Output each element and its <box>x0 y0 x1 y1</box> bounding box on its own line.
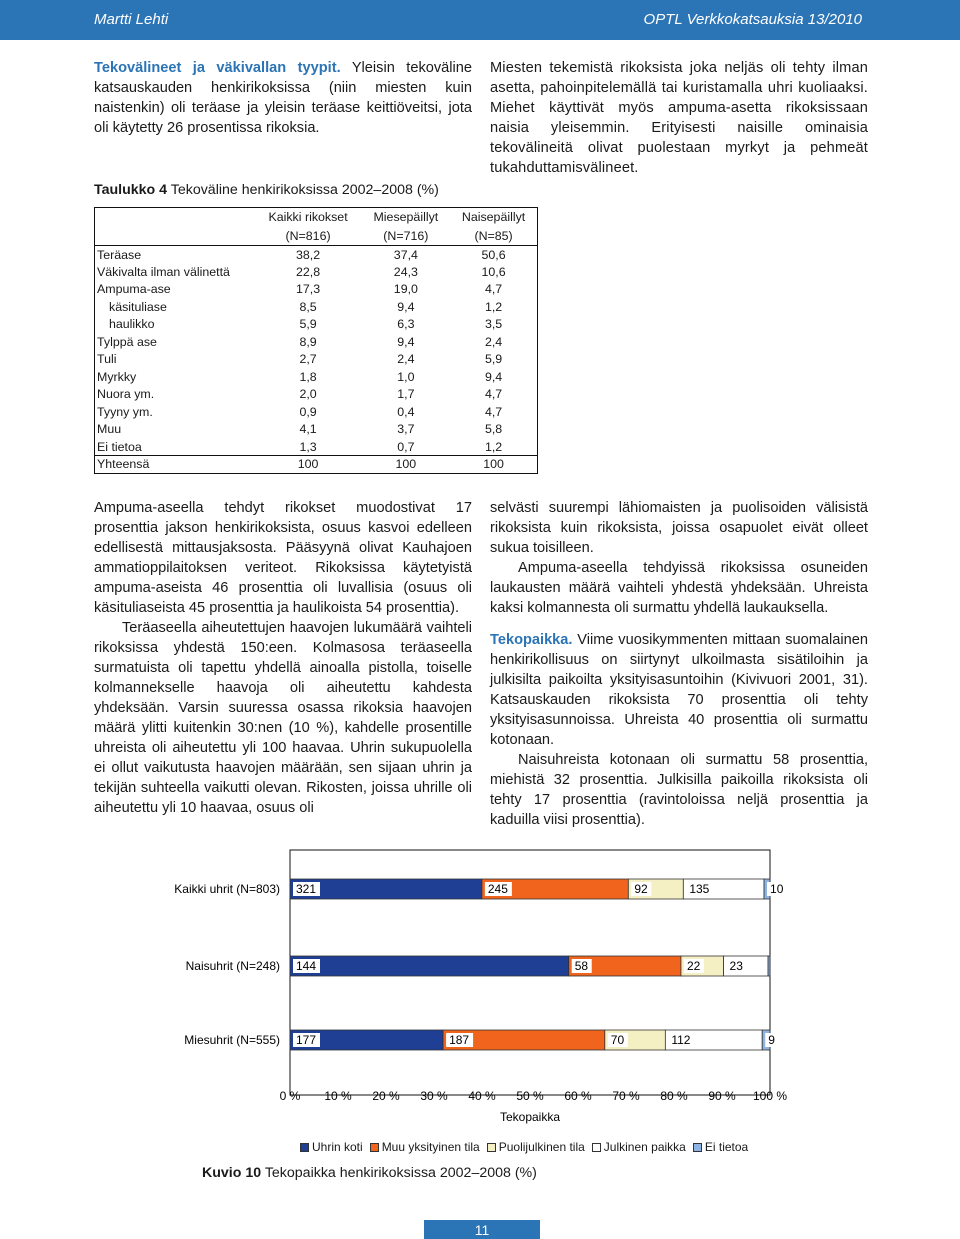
row-value: 9,4 <box>397 334 415 349</box>
row-value: 1,2 <box>484 299 503 314</box>
weapon-table <box>94 207 538 474</box>
row-value: 100 <box>395 457 417 472</box>
row-value: 8,5 <box>299 299 317 314</box>
row-label: Tyyny ym. <box>97 404 153 419</box>
legend-swatch <box>370 1143 379 1152</box>
figure-caption <box>202 1165 537 1181</box>
row-value: 2,7 <box>299 352 317 367</box>
row-value: 17,3 <box>295 282 321 297</box>
chart-data-label: 321 <box>296 882 317 896</box>
chart-data-label: 58 <box>574 959 589 973</box>
row-value: 37,4 <box>393 247 418 262</box>
chart-x-tick-label: 100 % <box>752 1089 788 1103</box>
legend-item <box>300 1140 363 1154</box>
chart-data-label: 9 <box>768 1033 775 1047</box>
table-header-men: Miesepäillyt <box>373 210 439 225</box>
chart-legend <box>300 1140 751 1154</box>
row-value: 2,0 <box>299 387 317 402</box>
row-value: 38,2 <box>295 247 321 262</box>
chart-category-label: Kaikki uhrit (N=803) <box>174 882 280 896</box>
legend-swatch <box>487 1143 496 1152</box>
legend-item <box>487 1140 585 1154</box>
legend-label: Puolijulkinen tila <box>498 1140 585 1154</box>
row-value: 0,4 <box>397 404 415 419</box>
legend-label: Muu yksityinen tila <box>381 1140 480 1154</box>
chart-x-tick-label: 20 % <box>372 1089 400 1103</box>
table-row <box>95 298 538 316</box>
legend-item <box>693 1140 748 1154</box>
chart-data-label: 187 <box>449 1033 470 1047</box>
figure-caption-text: Tekopaikka henkirikoksissa 2002–2008 (%) <box>261 1165 537 1181</box>
chart-data-label: 70 <box>610 1033 625 1047</box>
row-value: 9,4 <box>397 299 415 314</box>
row-value: 5,9 <box>299 317 317 332</box>
author-name: Martti Lehti <box>94 11 169 28</box>
row-value: 5,9 <box>484 352 503 367</box>
chart-data-label: 92 <box>634 882 648 896</box>
intro-text: Yleisin tekoväline katsauskauden henkirikoksissa (niin miesten kuin naistenkin) oli teräase ja yleisin teräase keittiöveitsi, jota oli käytetty 26 prosentissa rikoksia. <box>94 60 472 136</box>
chart-category-label: Naisuhrit (N=248) <box>185 959 280 973</box>
right-body <box>490 498 868 830</box>
chart-x-tick-label: 40 % <box>468 1089 496 1103</box>
row-label: Nuora ym. <box>97 387 155 402</box>
table-row <box>95 421 538 439</box>
row-value: 1,8 <box>299 369 317 384</box>
row-value: 10,6 <box>481 264 506 279</box>
row-label: haulikko <box>109 317 155 332</box>
right-top-paragraph <box>490 58 868 178</box>
row-value: 24,3 <box>393 264 418 279</box>
chart-x-tick-label: 90 % <box>708 1089 736 1103</box>
row-value: 9,4 <box>484 369 503 384</box>
row-value: 5,8 <box>484 422 503 437</box>
row-value: 100 <box>297 457 319 472</box>
left-body <box>94 498 472 818</box>
table-row <box>95 263 538 281</box>
table-row <box>95 438 538 456</box>
table-row <box>95 456 538 474</box>
chart-bar-segment <box>290 956 569 976</box>
chart-x-tick-label: 70 % <box>612 1089 640 1103</box>
table-header-all-n: (N=816) <box>255 227 362 246</box>
row-label: käsituliase <box>109 299 167 314</box>
table-caption-label: Taulukko 4 <box>94 182 168 198</box>
table-row <box>95 368 538 386</box>
page-number: 11 <box>424 1220 540 1239</box>
row-label: Muu <box>97 422 122 437</box>
row-value: 4,1 <box>299 422 317 437</box>
chart-x-tick-label: 60 % <box>564 1089 592 1103</box>
intro-lead: Tekovälineet ja väkivallan tyypit. <box>94 60 341 76</box>
row-value: 1,2 <box>450 438 537 456</box>
left-body-p1: Ampuma-aseella tehdyt rikokset muodostivat 17 prosenttia jakson henkirikoksista, osuus kasvoi edelleen edellisestä mittausjaksosta. Pääsyynä olivat Kauhajoen ammatioppilaitoksen veriteot. Rikoksissa käytetyistä ampuma-aseista 46 prosenttia oli luvallisia (osuus oli käsituliaseista 45 prosenttia ja haulikoista 54 prosenttia). <box>94 500 472 616</box>
chart-bar-segment <box>768 956 770 976</box>
row-label: Ei tietoa <box>95 438 255 456</box>
table-row <box>95 246 538 264</box>
chart-data-label: 10 <box>770 882 784 896</box>
table-header-blank <box>95 208 255 227</box>
row-value: 8,9 <box>299 334 317 349</box>
chart-data-label: 23 <box>729 959 743 973</box>
row-value: 1,3 <box>255 438 362 456</box>
chart-data-label: 135 <box>689 882 710 896</box>
table-header-women-n: (N=85) <box>450 227 537 246</box>
row-value: 6,3 <box>397 317 415 332</box>
row-label: Ampuma-ase <box>97 282 171 297</box>
table-row <box>95 351 538 369</box>
row-value: 22,8 <box>295 264 321 279</box>
table-header-men-n: (N=716) <box>362 227 451 246</box>
publication-name: OPTL Verkkokatsauksia 13/2010 <box>643 11 862 28</box>
row-value: 3,5 <box>484 317 503 332</box>
legend-label: Ei tietoa <box>704 1140 749 1154</box>
legend-item <box>592 1140 686 1154</box>
right-body-p3: Viime vuosikymmenten mittaan suomalainen henkirikollisuus on siirtynyt ulkoilmasta sisätiloihin ja julkisilta paikoilta yksityisasuntoihin (Kivivuori 2001, 31). Katsauskauden rikoksista 70 prosenttia oli tehty yksityisasunnoissa. Uhreista 40 prosenttia oli surmattu kotonaan. <box>490 632 868 748</box>
table-row <box>95 333 538 351</box>
intro-paragraph <box>94 58 472 138</box>
row-value: 2,4 <box>397 352 415 367</box>
row-value: 4,7 <box>484 387 503 402</box>
row-label: Väkivalta ilman välinettä <box>97 264 230 279</box>
chart-data-label: 177 <box>296 1033 317 1047</box>
legend-swatch <box>693 1143 702 1152</box>
table-header-all: Kaikki rikokset <box>268 210 348 225</box>
chart-x-tick-label: 30 % <box>420 1089 448 1103</box>
table-caption-text: Tekoväline henkirikoksissa 2002–2008 (%) <box>167 182 439 198</box>
chart-xlabel: Tekopaikka <box>499 1110 561 1124</box>
table-row <box>95 281 538 299</box>
right-body-p3-lead: Tekopaikka. <box>490 632 573 648</box>
legend-label: Julkinen paikka <box>603 1140 686 1154</box>
row-value: 3,7 <box>397 422 415 437</box>
row-label: Myrkky <box>97 369 137 384</box>
chart-category-label: Miesuhrit (N=555) <box>184 1033 280 1047</box>
row-label: Yhteensä <box>97 457 150 472</box>
figure-caption-label: Kuvio 10 <box>202 1165 262 1181</box>
chart-data-label: 112 <box>671 1033 691 1047</box>
row-label: Tuli <box>97 352 117 367</box>
chart-x-tick-label: 80 % <box>660 1089 688 1103</box>
right-top-text: Miesten tekemistä rikoksista joka neljäs oli tehty ilman asetta, pahoinpitelemällä tai kuristamalla uhri kuoliaaksi. Miehet käyttivät myös ampuma-asetta rikoksissaan naisia yleisemmin. Erityisesti naisille ominaisia tekovälineitä olivat puolestaan myrkyt ja pehmeät tukahduttamisvälineet. <box>490 60 868 176</box>
row-value: 4,7 <box>484 404 503 419</box>
place-chart <box>0 840 960 1170</box>
table-row <box>95 316 538 334</box>
row-value: 0,7 <box>362 438 451 456</box>
legend-label: Uhrin koti <box>312 1140 363 1154</box>
chart-data-label: 144 <box>296 959 317 973</box>
table-row <box>95 386 538 404</box>
legend-swatch <box>592 1143 601 1152</box>
row-value: 50,6 <box>481 247 506 262</box>
left-body-p2: Teräaseella aiheutettujen haavojen lukumäärä vaihteli rikoksissa yhdestä 150:een. Kolmasosa teräaseella surmatuista oli tapettu yhdellä ainoalla pistolla, toiselle kolmannekselle haavoja oli aiheutettu kahdesta yhdeksään. Varsin suuressa osassa rikoksia haavojen määrä ylitti kuitenkin 30:nen (10 %), kahdelle prosentille uhreista oli aiheutettu yli 100 haavaa. Uhrin sukupuolella ei ollut vaikutusta haavojen määrään, sen sijaan uhrin ja tekijän suhteella vaikutti olevan. Rikosten, joissa uhrille oli aiheutettu yli 10 haavaa, osuus oli <box>94 620 472 816</box>
chart-x-tick-label: 50 % <box>516 1089 544 1103</box>
row-value: 4,7 <box>484 282 503 297</box>
row-label: Tylppä ase <box>97 334 157 349</box>
row-value: 1,7 <box>397 387 415 402</box>
right-body-p4: Naisuhreista kotonaan oli surmattu 58 prosenttia, miehistä 32 prosenttia. Julkisilla paikoilla rikoksista oli tehty 17 prosenttia (ravintoloissa neljä prosenttia ja kaduilla viisi prosenttia). <box>490 752 868 828</box>
chart-x-tick-label: 0 % <box>279 1089 301 1103</box>
right-body-p2: Ampuma-aseella tehdyissä rikoksissa osuneiden laukausten määrä vaihteli yhdestä yhdeksään. Uhreista kaksi kolmannesta oli surmattu yhdellä laukauksella. <box>490 560 868 616</box>
page-header <box>0 0 960 40</box>
row-value: 19,0 <box>393 282 418 297</box>
row-value: 1,0 <box>397 369 415 384</box>
chart-x-tick-label: 10 % <box>324 1089 352 1103</box>
legend-item <box>370 1140 480 1154</box>
row-value: 100 <box>483 457 504 472</box>
chart-data-label: 245 <box>487 882 508 896</box>
row-label: Teräase <box>97 247 142 262</box>
row-value: 0,9 <box>299 404 317 419</box>
table-row <box>95 403 538 421</box>
row-value: 2,4 <box>484 334 503 349</box>
table-header-women: Naisepäillyt <box>461 210 526 225</box>
table-caption <box>94 182 439 198</box>
right-body-p1: selvästi suurempi lähiomaisten ja puolisoiden välisistä rikoksista kuin rikoksista, joissa osapuolet eivät olleet sukua toisilleen. <box>490 500 868 556</box>
legend-swatch <box>300 1143 309 1152</box>
chart-data-label: 22 <box>686 959 701 973</box>
